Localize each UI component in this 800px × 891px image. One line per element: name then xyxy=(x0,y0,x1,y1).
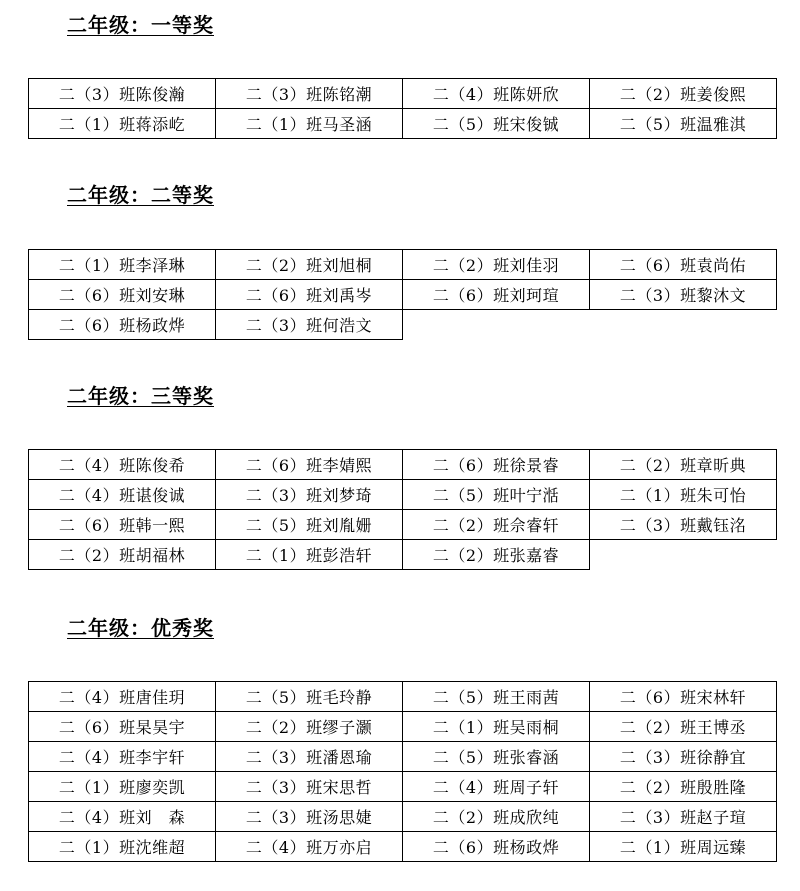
award-table-excellence-prize xyxy=(28,681,777,862)
award-cell: 二（2）班章昕典 xyxy=(590,450,777,480)
award-cell: 二（2）班成欣纯 xyxy=(403,802,590,832)
award-cell: 二（3）班陈俊瀚 xyxy=(29,79,216,109)
award-cell: 二（6）班杨政烨 xyxy=(29,310,216,340)
award-cell: 二（6）班韩一熙 xyxy=(29,510,216,540)
empty-cell xyxy=(590,310,777,340)
award-cell: 二（6）班袁尚佑 xyxy=(590,250,777,280)
award-table-second-prize xyxy=(28,249,777,340)
award-cell: 二（3）班潘恩瑜 xyxy=(216,742,403,772)
award-cell: 二（3）班汤思婕 xyxy=(216,802,403,832)
empty-cell xyxy=(590,540,777,570)
award-cell: 二（3）班宋思哲 xyxy=(216,772,403,802)
section-heading-second-prize: 二年级：二等奖 xyxy=(67,183,214,207)
award-cell: 二（6）班杨政烨 xyxy=(403,832,590,862)
award-cell: 二（6）班徐景睿 xyxy=(403,450,590,480)
award-cell: 二（4）班陈妍欣 xyxy=(403,79,590,109)
award-cell: 二（5）班叶宁湉 xyxy=(403,480,590,510)
award-cell: 二（1）班李泽琳 xyxy=(29,250,216,280)
table-row xyxy=(29,450,777,480)
award-cell: 二（1）班朱可怡 xyxy=(590,480,777,510)
award-cell: 二（1）班沈维超 xyxy=(29,832,216,862)
award-cell: 二（1）班廖奕凯 xyxy=(29,772,216,802)
table-row xyxy=(29,742,777,772)
award-cell: 二（6）班刘禹岑 xyxy=(216,280,403,310)
empty-cell xyxy=(403,310,590,340)
award-cell: 二（3）班戴钰洺 xyxy=(590,510,777,540)
section-heading-third-prize: 二年级：三等奖 xyxy=(67,384,214,408)
award-cell: 二（6）班刘珂瑄 xyxy=(403,280,590,310)
award-cell: 二（3）班陈铭潮 xyxy=(216,79,403,109)
table-row xyxy=(29,832,777,862)
table-row xyxy=(29,480,777,510)
award-cell: 二（5）班刘胤姗 xyxy=(216,510,403,540)
award-cell: 二（4）班李宇轩 xyxy=(29,742,216,772)
award-cell: 二（3）班何浩文 xyxy=(216,310,403,340)
award-cell: 二（1）班蒋添屹 xyxy=(29,109,216,139)
award-cell: 二（1）班吴雨桐 xyxy=(403,712,590,742)
award-cell: 二（2）班胡福林 xyxy=(29,540,216,570)
award-cell: 二（4）班陈俊希 xyxy=(29,450,216,480)
award-cell: 二（1）班周远臻 xyxy=(590,832,777,862)
table-row xyxy=(29,109,777,139)
award-cell: 二（2）班缪子灏 xyxy=(216,712,403,742)
table-row xyxy=(29,250,777,280)
award-cell: 二（4）班谌俊诚 xyxy=(29,480,216,510)
award-cell: 二（4）班刘 森 xyxy=(29,802,216,832)
award-cell: 二（6）班宋林轩 xyxy=(590,682,777,712)
award-cell: 二（6）班刘安琳 xyxy=(29,280,216,310)
award-cell: 二（3）班徐静宜 xyxy=(590,742,777,772)
award-table-third-prize xyxy=(28,449,777,570)
award-cell: 二（2）班刘旭桐 xyxy=(216,250,403,280)
award-cell: 二（2）班佘睿轩 xyxy=(403,510,590,540)
award-cell: 二（1）班马圣涵 xyxy=(216,109,403,139)
table-row xyxy=(29,310,777,340)
award-cell: 二（2）班王博丞 xyxy=(590,712,777,742)
award-cell: 二（5）班温雅淇 xyxy=(590,109,777,139)
award-cell: 二（4）班万亦启 xyxy=(216,832,403,862)
award-cell: 二（3）班黎沐文 xyxy=(590,280,777,310)
award-cell: 二（2）班殷胜隆 xyxy=(590,772,777,802)
table-row xyxy=(29,280,777,310)
award-cell: 二（2）班张嘉睿 xyxy=(403,540,590,570)
award-cell: 二（4）班唐佳玥 xyxy=(29,682,216,712)
table-row xyxy=(29,802,777,832)
section-heading-excellence-prize: 二年级：优秀奖 xyxy=(67,616,214,640)
award-cell: 二（5）班王雨茜 xyxy=(403,682,590,712)
table-row xyxy=(29,682,777,712)
award-cell: 二（4）班周子轩 xyxy=(403,772,590,802)
table-row xyxy=(29,712,777,742)
award-cell: 二（2）班刘佳羽 xyxy=(403,250,590,280)
award-cell: 二（1）班彭浩轩 xyxy=(216,540,403,570)
award-table-first-prize xyxy=(28,78,777,139)
award-cell: 二（5）班张睿涵 xyxy=(403,742,590,772)
award-cell: 二（5）班宋俊铖 xyxy=(403,109,590,139)
table-row xyxy=(29,79,777,109)
award-cell: 二（3）班刘梦琦 xyxy=(216,480,403,510)
section-heading-first-prize: 二年级：一等奖 xyxy=(67,13,214,37)
award-cell: 二（6）班李婧熙 xyxy=(216,450,403,480)
table-row xyxy=(29,772,777,802)
award-cell: 二（3）班赵子瑄 xyxy=(590,802,777,832)
award-cell: 二（5）班毛玲静 xyxy=(216,682,403,712)
award-cell: 二（2）班姜俊熙 xyxy=(590,79,777,109)
table-row xyxy=(29,540,777,570)
table-row xyxy=(29,510,777,540)
award-cell: 二（6）班杲昊宇 xyxy=(29,712,216,742)
